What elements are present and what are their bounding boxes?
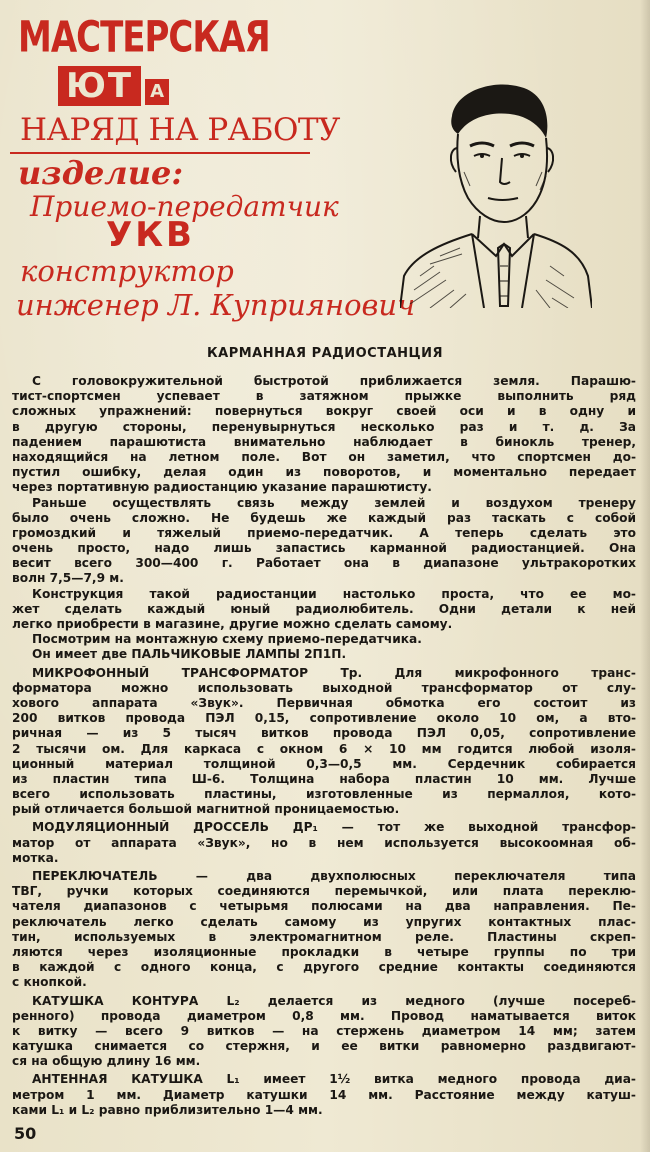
article-line: весит всего 300—400 г. Работает она в диапазоне ультракоротких xyxy=(12,556,636,571)
article-line: тист-спортсмен успевает в затяжном прыжке выполнить ряд xyxy=(12,389,636,404)
article-line: было очень сложно. Не будешь же каждый раз таскать с собой xyxy=(12,510,636,525)
article-line: жет сделать каждый юный радиолюбитель. Одни детали к ней xyxy=(12,601,636,616)
article-line: из пластин типа Ш-6. Толщина набора пластин 10 мм. Лучше xyxy=(12,771,636,786)
article-line: ционный материал толщиной 0,3—0,5 мм. Сердечник собирается xyxy=(12,756,636,771)
article-line: С головокружительной быстротой приближается земля. Парашю- xyxy=(32,374,636,388)
masthead-yut: ЮТ xyxy=(58,66,141,106)
article-line: АНТЕННАЯ КАТУШКА L₁ имеет 1½ витка медного провода диа- xyxy=(32,1072,636,1087)
article-line: громоздкий и тяжелый приемо-передатчик. А теперь сделать это xyxy=(12,525,636,540)
page-number: 50 xyxy=(14,1124,37,1143)
article-line: к витку — всего 9 витков — на стержень диаметром 14 мм; затем xyxy=(12,1023,636,1038)
article-line: Раньше осуществлять связь между землей и воздухом тренеру xyxy=(32,495,636,510)
article-line: тин, используемых в электромагнитном реле. Пластины скреп- xyxy=(12,929,636,944)
article-line: сложных упражнений: повернуться вокруг своей оси и в одну и xyxy=(12,404,636,419)
article-line: ПЕРЕКЛЮЧАТЕЛЬ — два двухполюсных переключателя типа xyxy=(32,869,636,883)
article-line: МИКРОФОННЫЙ ТРАНСФОРМАТОР Тр. Для микрофонного транс- xyxy=(32,665,636,680)
article-line: хового аппарата «Звук». Первичная обмотка его состоит из xyxy=(12,695,636,710)
item-label: изделие: xyxy=(18,154,184,192)
order-title: НАРЯД НА РАБОТУ xyxy=(20,112,340,148)
article-line: Конструкция такой радиостанции настолько проста, что ее мо- xyxy=(32,586,636,601)
item-name: Приемо-передатчик xyxy=(30,190,339,223)
article-line: мотка. xyxy=(12,850,59,865)
article-line: форматора можно использовать выходной трансформатор от слу- xyxy=(12,680,636,695)
article-body xyxy=(12,374,636,1118)
article-line: всего использовать пластины, изготовленные из пермаллоя, кото- xyxy=(12,787,636,802)
article-line: падением парашютиста внимательно наблюдает в бинокль тренер, xyxy=(12,434,636,449)
article-line: 200 витков провода ПЭЛ 0,15, сопротивление около 10 ом, а вто- xyxy=(12,711,636,726)
masthead-line2 xyxy=(58,66,169,106)
article-line: рый отличается большой магнитной проницаемостью. xyxy=(12,802,400,817)
item-band: УКВ xyxy=(106,215,195,255)
article-line: метром 1 мм. Диаметр катушки 14 мм. Расстояние между катуш- xyxy=(12,1087,636,1102)
article-line: ТВГ, ручки которых соединяются перемычкой, или плата переклю- xyxy=(12,884,636,899)
article-line: с кнопкой. xyxy=(12,975,87,990)
article-line: ричная — из 5 тысяч витков провода ПЭЛ 0,05, сопротивление xyxy=(12,726,636,741)
designer-label: конструктор xyxy=(20,254,234,288)
engineer-portrait-drawing-icon xyxy=(400,76,592,308)
article-line: очень просто, надо лишь запастись карманной радиостанцией. Она xyxy=(12,541,636,556)
article-line: реключатель легко сделать самому из упругих контактных плас- xyxy=(12,914,636,929)
article-line: ся на общую длину 16 мм. xyxy=(12,1054,201,1069)
article-line: легко приобрести в магазине, другие можно сделать самому. xyxy=(12,617,453,631)
article-line: 2 тысячи ом. Для каркаса с окном 6 × 10 мм годится любой изоля- xyxy=(12,741,636,756)
article-line: в другую стороны, перенувырнуться несколько раз и т. д. За xyxy=(12,419,636,434)
article-line: матор от аппарата «Звук», но в нем используется высокоомная об- xyxy=(12,835,636,850)
article-line: в каждой с одного конца, с другого средние контакты соединяются xyxy=(12,960,636,975)
article-title: КАРМАННАЯ РАДИОСТАНЦИЯ xyxy=(207,346,443,361)
article-line: Он имеет две ПАЛЬЧИКОВЫЕ ЛАМПЫ 2П1П. xyxy=(32,647,347,662)
article-line: чателя диапазонов с четырьмя полюсами на два направления. Пе- xyxy=(12,899,636,914)
article-line: пустил ошибку, делая один из поворотов, и моментально передает xyxy=(12,465,636,480)
article-line: катушка снимается со стержня, и ее витки равномерно раздвигают- xyxy=(12,1039,636,1054)
article-line: КАТУШКА КОНТУРА L₂ делается из медного (лучше посереб- xyxy=(32,993,636,1008)
article-line: волн 7,5—7,9 м. xyxy=(12,571,124,586)
masthead-logo xyxy=(18,12,270,106)
article-line: ляются через изоляционные прокладки в четыре группы по три xyxy=(12,944,636,959)
article-line: Посмотрим на монтажную схему приемо-передатчика. xyxy=(32,632,422,647)
masthead-suffix: А xyxy=(145,79,169,105)
article-line: МОДУЛЯЦИОННЫЙ ДРОССЕЛЬ ДР₁ — тот же выходной трансфор- xyxy=(32,820,636,835)
designer-name: инженер Л. Куприянович xyxy=(16,288,416,322)
article-line: ками L₁ и L₂ равно приблизительно 1—4 мм. xyxy=(12,1102,323,1117)
article-line: находящийся на летном поле. Вот он заметил, что спортсмен до- xyxy=(12,449,636,464)
masthead-line1: МАСТЕРСКАЯ xyxy=(18,12,270,63)
article-line: через портативную радиостанцию указание парашютисту. xyxy=(12,480,432,495)
article-line: ренного) провода диаметром 0,8 мм. Провод наматывается виток xyxy=(12,1008,636,1023)
